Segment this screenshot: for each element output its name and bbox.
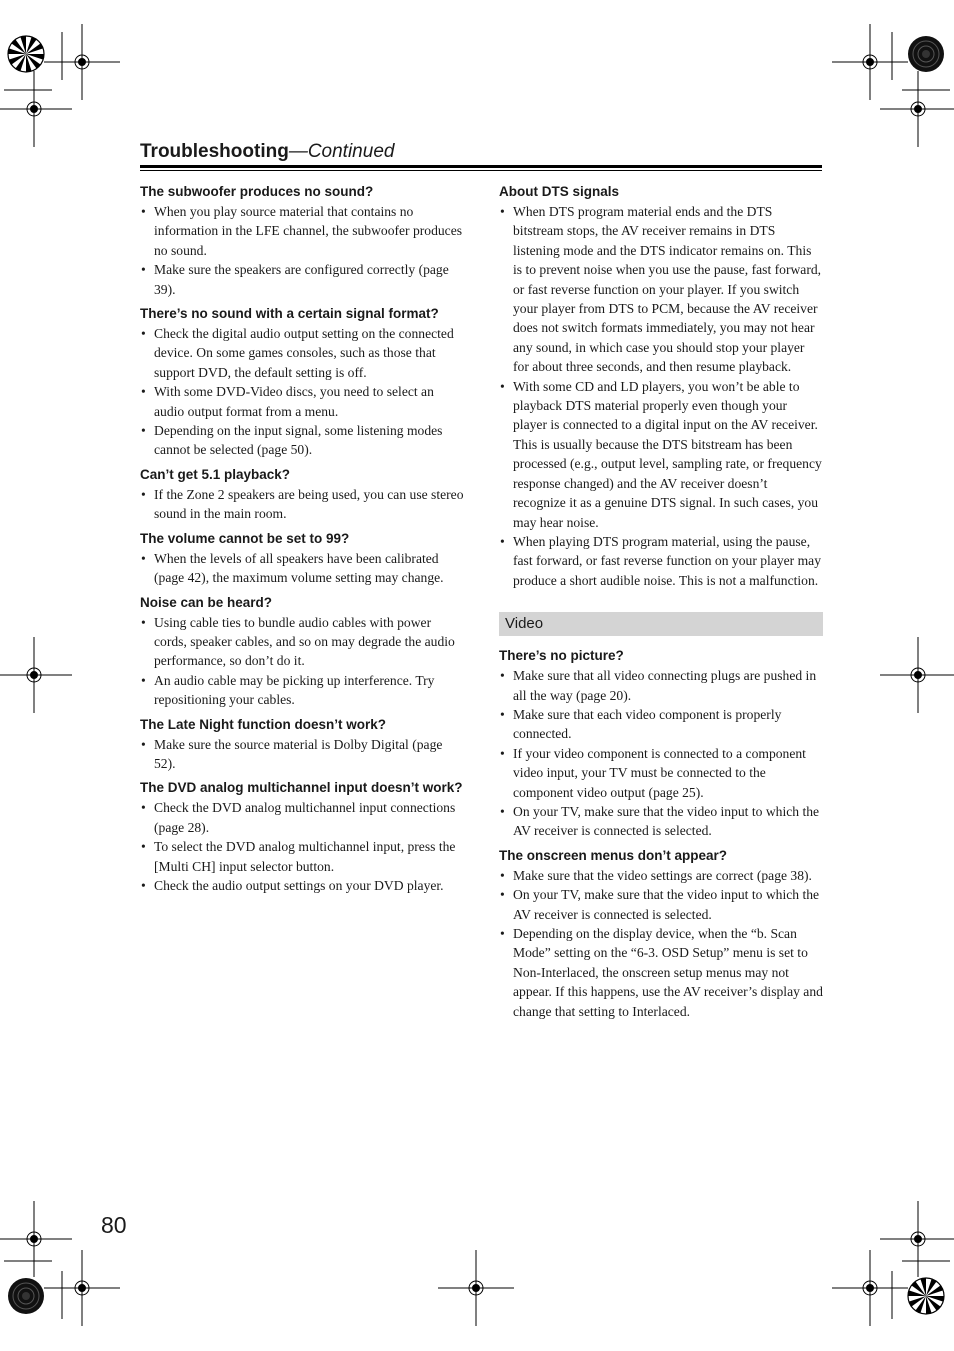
troubleshooting-topic bbox=[499, 846, 823, 1021]
crosshair-icon bbox=[0, 1201, 72, 1277]
troubleshooting-topic bbox=[499, 646, 823, 841]
star-target-icon bbox=[908, 1278, 944, 1314]
bullet-item: • To select the DVD analog multichannel input, press the [Multi CH] input selector button. bbox=[140, 837, 464, 876]
bullet-list bbox=[140, 485, 464, 524]
topic-heading: The DVD analog multichannel input doesn’t work? bbox=[140, 780, 463, 796]
video-section-title: Video bbox=[505, 615, 544, 633]
bullet-item: • When the levels of all speakers have been calibrated (page 42), the maximum volume setting may change. bbox=[140, 549, 464, 588]
topic-heading: The subwoofer produces no sound? bbox=[140, 184, 374, 199]
bullet-item: • Depending on the input signal, some listening modes cannot be selected (page 50). bbox=[140, 421, 464, 460]
bullet-list bbox=[140, 549, 464, 588]
bullet-item: • Make sure the source material is Dolby Digital (page 52). bbox=[140, 735, 464, 774]
crosshair-icon bbox=[0, 71, 72, 147]
bullet-item: • Make sure that the video settings are correct (page 38). bbox=[499, 866, 823, 885]
disk-target-icon bbox=[8, 1278, 44, 1314]
crosshair-icon bbox=[880, 637, 954, 713]
bullet-item: • Check the audio output settings on your DVD player. bbox=[140, 876, 464, 895]
bullet-item: • On your TV, make sure that the video input to which the AV receiver is connected is selected. bbox=[499, 885, 823, 924]
page-title bbox=[140, 140, 822, 164]
troubleshooting-topic bbox=[140, 465, 464, 524]
topic-heading: There’s no sound with a certain signal format? bbox=[140, 306, 439, 322]
crosshair-icon bbox=[44, 1250, 120, 1326]
disk-target-icon bbox=[908, 36, 944, 72]
bullet-item: • Depending on the display device, when the “b. Scan Mode” setting on the “6-3. OSD Setup” menu is set to Non-Interlaced, the onscreen setup menus may not appear. If this happens, use the AV receiver’s display and change that setting to Interlaced. bbox=[499, 924, 823, 1021]
bullet-list bbox=[140, 202, 464, 299]
topic-heading: About DTS signals bbox=[499, 184, 620, 199]
bullet-item: • When DTS program material ends and the DTS bitstream stops, the AV receiver remains in DTS listening mode and the DTS indicator remains on. This is to prevent noise when you use the pause, fast forward, or fast reverse function on your player. If you switch your player from DTS to PCM, because the AV receiver does not switch formats immediately, you may not hear any sound, in which case you should stop your player for about three seconds, and then resume playback. bbox=[499, 202, 823, 377]
header-rule-thin bbox=[140, 170, 822, 171]
bullet-list bbox=[140, 735, 464, 774]
bullet-list bbox=[140, 613, 464, 710]
bullet-list bbox=[499, 866, 823, 1021]
page-header bbox=[140, 140, 822, 164]
crosshair-icon bbox=[832, 24, 908, 100]
bullet-item: • Check the DVD analog multichannel input connections (page 28). bbox=[140, 798, 464, 837]
topic-heading: The onscreen menus don’t appear? bbox=[499, 847, 728, 863]
bullet-item: • Make sure that each video component is properly connected. bbox=[499, 705, 823, 744]
troubleshooting-topic bbox=[140, 715, 464, 774]
video-section bbox=[499, 646, 823, 1021]
crosshair-icon bbox=[438, 1250, 514, 1326]
dts-section bbox=[499, 182, 823, 590]
bullet-item: • An audio cable may be picking up interference. Try repositioning your cables. bbox=[140, 671, 464, 710]
troubleshooting-topic bbox=[140, 529, 464, 588]
bullet-item: • With some CD and LD players, you won’t be able to playback DTS material properly even though your player is connected to a digital input on the AV receiver. This is usually because the DTS bitstream has been processed (e.g., output level, sampling rate, or frequency response changed) and the AV receiver doesn’t recognize it as a genuine DTS signal. In such cases, you may hear noise. bbox=[499, 377, 823, 532]
bullet-item: • When playing DTS program material, using the pause, fast forward, or fast reverse function on your player may produce a short audible noise. This is not a malfunction. bbox=[499, 532, 823, 590]
troubleshooting-topic bbox=[140, 304, 464, 460]
right-column bbox=[499, 182, 823, 1026]
crosshair-icon bbox=[0, 637, 72, 713]
bullet-item: • Make sure the speakers are configured correctly (page 39). bbox=[140, 260, 464, 299]
troubleshooting-topic bbox=[499, 182, 823, 590]
crosshair-icon bbox=[880, 71, 954, 147]
crosshair-icon bbox=[832, 1250, 908, 1326]
video-section-header bbox=[499, 612, 823, 636]
bullet-item: • When you play source material that contains no information in the LFE channel, the subwoofer produces no sound. bbox=[140, 202, 464, 260]
bullet-item: • Using cable ties to bundle audio cables with power cords, speaker cables, and so on may degrade the audio performance, so don’t do it. bbox=[140, 613, 464, 671]
topic-heading: The Late Night function doesn’t work? bbox=[140, 716, 386, 732]
topic-heading: The volume cannot be set to 99? bbox=[140, 530, 350, 546]
page-title-continued: —Continued bbox=[288, 141, 395, 162]
troubleshooting-topic bbox=[140, 778, 464, 895]
crosshair-icon bbox=[880, 1201, 954, 1277]
bullet-list bbox=[140, 798, 464, 895]
bullet-item: • Make sure that all video connecting plugs are pushed in all the way (page 20). bbox=[499, 666, 823, 705]
troubleshooting-topic bbox=[140, 182, 464, 299]
topic-heading: There’s no picture? bbox=[499, 648, 624, 664]
header-rule-thick bbox=[140, 165, 822, 168]
left-column bbox=[140, 182, 464, 900]
crosshair-icon bbox=[44, 24, 120, 100]
star-target-icon bbox=[8, 36, 44, 72]
bullet-item: • If the Zone 2 speakers are being used, you can use stereo sound in the main room. bbox=[140, 485, 464, 524]
bullet-item: • If your video component is connected to a component video input, your TV must be connected to the component video output (page 25). bbox=[499, 744, 823, 802]
page-title-main: Troubleshooting bbox=[140, 141, 289, 162]
bullet-item: • With some DVD-Video discs, you need to select an audio output format from a menu. bbox=[140, 382, 464, 421]
topic-heading: Can’t get 5.1 playback? bbox=[140, 466, 291, 482]
bullet-list bbox=[499, 666, 823, 841]
topic-heading: Noise can be heard? bbox=[140, 594, 273, 610]
bullet-item: • Check the digital audio output setting on the connected device. On some games consoles, such as those that support DVD, the default setting is off. bbox=[140, 324, 464, 382]
bullet-list bbox=[140, 324, 464, 460]
page-number: 80 bbox=[101, 1212, 127, 1238]
troubleshooting-topic bbox=[140, 593, 464, 710]
bullet-item: • On your TV, make sure that the video input to which the AV receiver is connected is selected. bbox=[499, 802, 823, 841]
bullet-list bbox=[499, 202, 823, 590]
